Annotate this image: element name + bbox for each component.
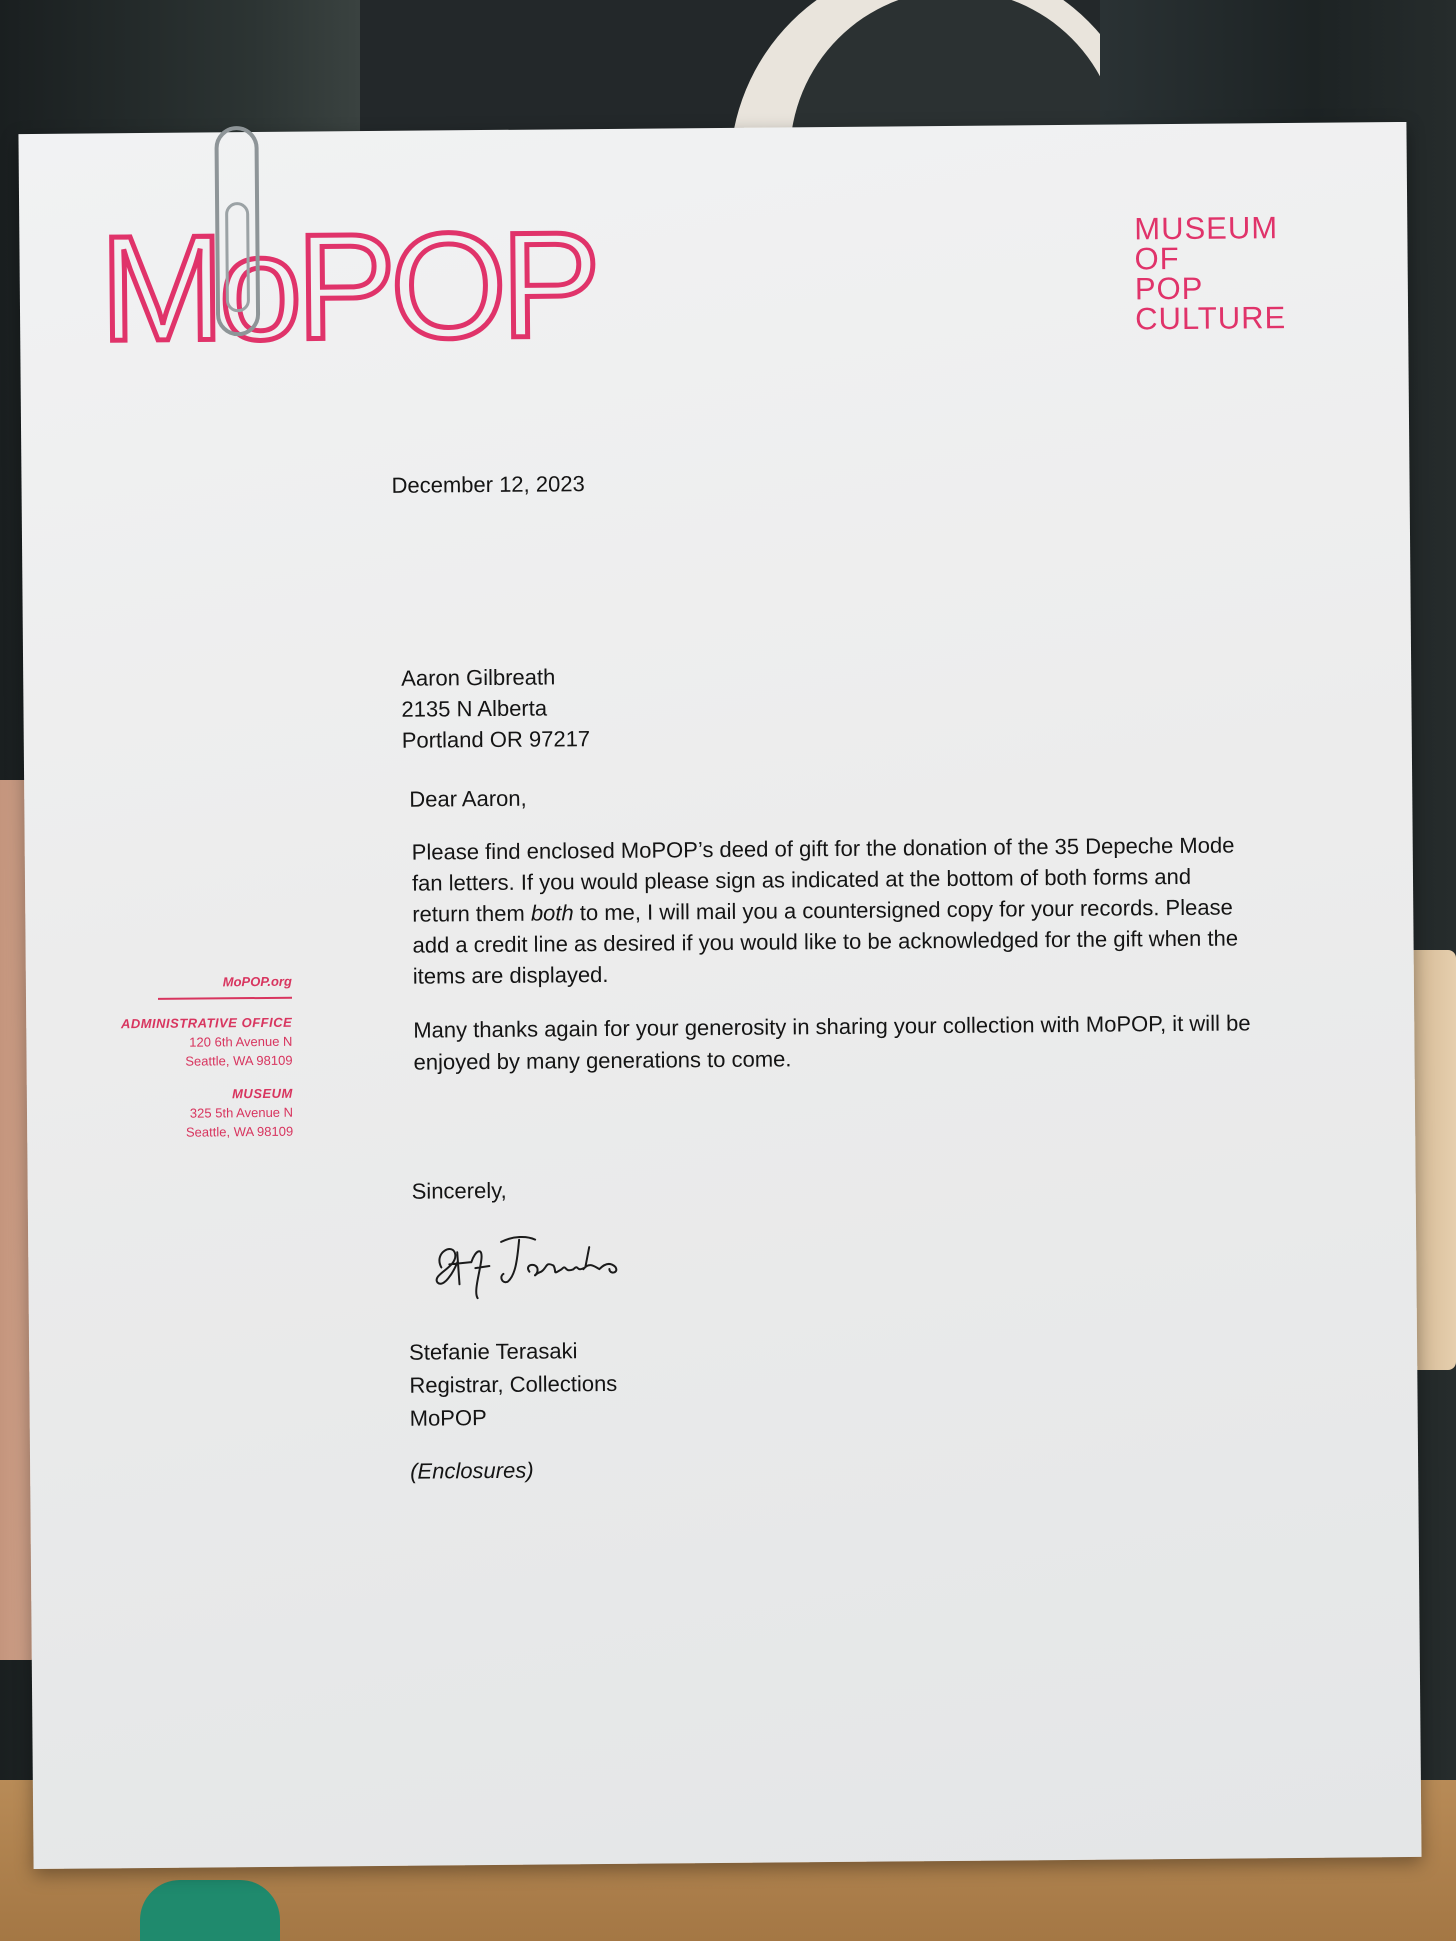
- admin-office-heading: ADMINISTRATIVE OFFICE: [120, 1014, 293, 1032]
- body-paragraph-2: Many thanks again for your generosity in sharing your collection with MoPOP, it will be enjoyed by many generations to come.: [413, 1010, 1251, 1075]
- museum-address-line: 325 5th Avenue N: [189, 1104, 294, 1121]
- greeting: Dear Aaron,: [409, 785, 527, 812]
- museum-name-line: CULTURE: [1134, 300, 1287, 337]
- body-paragraph-1: [412, 829, 1253, 991]
- signer-title: Registrar, Collections: [409, 1370, 618, 1398]
- signer-name: Stefanie Terasaki: [408, 1338, 578, 1365]
- enclosures-note: (Enclosures): [410, 1457, 534, 1484]
- signature-icon: [423, 1211, 654, 1303]
- signer-organization: MoPOP: [409, 1405, 487, 1431]
- admin-address-line: 120 6th Avenue N: [189, 1033, 293, 1050]
- signer-block: [409, 1334, 618, 1435]
- museum-address-line: Seattle, WA 98109: [185, 1123, 294, 1140]
- mopop-logo: MoPOP: [99, 200, 596, 373]
- paperclip-inner-loop: [225, 202, 250, 312]
- green-object: [140, 1880, 280, 1941]
- admin-address-line: Seattle, WA 98109: [185, 1052, 293, 1069]
- museum-heading: MUSEUM: [231, 1085, 293, 1102]
- letter-paper: [18, 122, 1421, 1869]
- museum-name-line: OF: [1134, 240, 1180, 277]
- recipient-name: Aaron Gilbreath: [401, 664, 556, 691]
- body-text: Please find enclosed MoPOP’s deed of gift for the donation of the 35 Depeche Mode fan letters. If you would please sign as indicated at the bottom of both forms and return them: [411, 832, 1235, 927]
- body-text: to me, I will mail you a countersigned copy for your records. Please add a credit line as desired if you would like to be acknowledged for the gift when the items are displayed.: [412, 894, 1239, 989]
- sidebar-contact: [92, 972, 293, 1143]
- museum-name-line: MUSEUM: [1134, 210, 1279, 247]
- recipient-street: 2135 N Alberta: [401, 695, 548, 722]
- emphasis-text: both: [530, 900, 574, 926]
- website-label: MoPOP.org: [222, 973, 292, 990]
- letter-date: December 12, 2023: [391, 471, 585, 498]
- recipient-city: Portland OR 97217: [401, 726, 591, 753]
- recipient-address: [401, 661, 590, 756]
- museum-name: [1134, 210, 1287, 337]
- museum-name-line: POP: [1134, 270, 1204, 307]
- sidebar-divider: [158, 997, 292, 1000]
- closing: Sincerely,: [411, 1177, 507, 1204]
